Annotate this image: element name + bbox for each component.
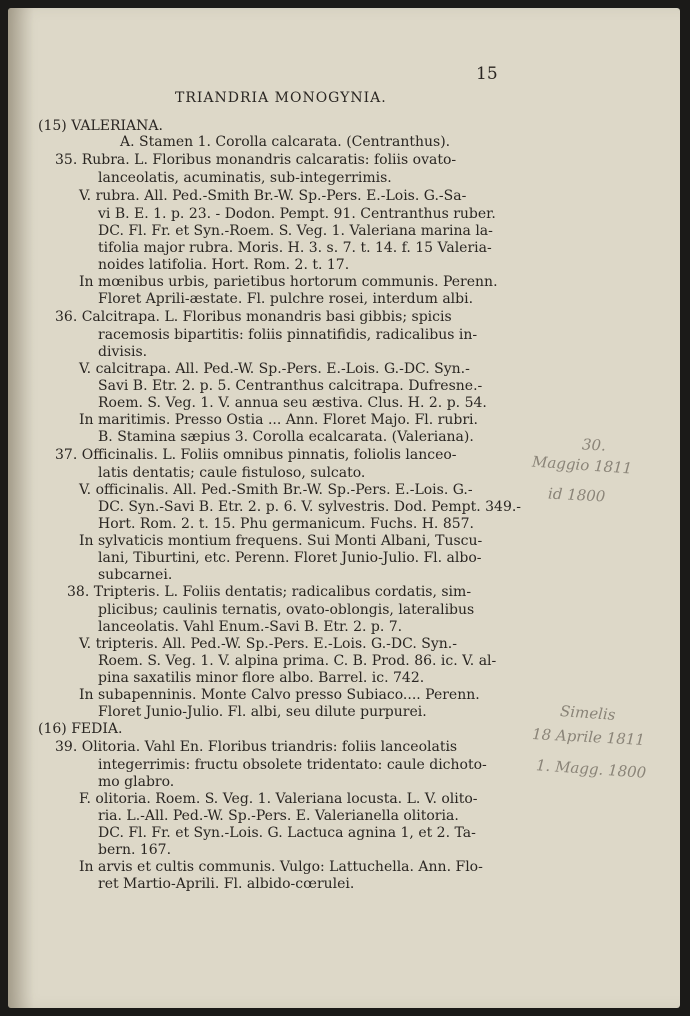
text-line: Roem. S. Veg. 1. V. annua seu æstiva. Clus. H. 2. p. 54. <box>98 395 487 411</box>
text-line: 39. Olitoria. Vahl En. Floribus triandris: foliis lanceolatis <box>55 739 458 755</box>
text-line: (16) FEDIA. <box>38 721 123 737</box>
text-line: tifolia major rubra. Moris. H. 3. s. 7. t. 14. f. 15 Valeria- <box>98 240 492 256</box>
text-line: 37. Officinalis. L. Foliis omnibus pinnatis, foliolis lanceo- <box>55 447 457 463</box>
handwritten-note: id 1800 <box>547 484 606 506</box>
text-line: ret Martio-Aprili. Fl. albido-cœrulei. <box>98 876 355 892</box>
text-line: Roem. S. Veg. 1. V. alpina prima. C. B. Prod. 86. ic. V. al- <box>98 653 497 669</box>
handwritten-note: Simelis <box>559 702 617 724</box>
text-line: V. rubra. All. Ped.-Smith Br.-W. Sp.-Pers. E.-Lois. G.-Sa- <box>79 188 467 204</box>
text-line: bern. 167. <box>98 842 172 858</box>
handwritten-note: 18 Aprile 1811 <box>531 725 646 749</box>
page-gutter-shadow <box>8 8 34 1008</box>
text-line: In mœnibus urbis, parietibus hortorum communis. Perenn. <box>79 274 498 290</box>
text-line: V. officinalis. All. Ped.-Smith Br.-W. Sp.-Pers. E.-Lois. G.- <box>79 482 473 498</box>
text-line: 38. Tripteris. L. Foliis dentatis; radicalibus cordatis, sim- <box>67 584 472 600</box>
text-line: In sylvaticis montium frequens. Sui Monti Albani, Tuscu- <box>79 533 483 549</box>
text-line: lanceolatis, acuminatis, sub-integerrimis. <box>98 170 392 186</box>
text-line: vi B. E. 1. p. 23. - Dodon. Pempt. 91. Centranthus ruber. <box>98 206 496 222</box>
text-line: lanceolatis. Vahl Enum.-Savi B. Etr. 2. p. 7. <box>98 619 403 635</box>
text-line: subcarnei. <box>98 567 173 583</box>
handwritten-note: 1. Magg. 1800 <box>535 756 647 782</box>
text-line: Floret Junio-Julio. Fl. albi, seu dilute purpurei. <box>98 704 427 720</box>
handwritten-note: 30. <box>581 435 607 455</box>
book-page <box>8 8 680 1008</box>
text-line: DC. Fl. Fr. et Syn.-Roem. S. Veg. 1. Valeriana marina la- <box>98 223 493 239</box>
handwritten-note: Maggio 1811 <box>531 452 633 478</box>
text-line: racemosis bipartitis: foliis pinnatifidis, radicalibus in- <box>98 327 478 343</box>
text-line: mo glabro. <box>98 774 175 790</box>
text-line: F. olitoria. Roem. S. Veg. 1. Valeriana locusta. L. V. olito- <box>79 791 478 807</box>
text-line: ria. L.-All. Ped.-W. Sp.-Pers. E. Valerianella olitoria. <box>98 808 459 824</box>
text-line: 35. Rubra. L. Floribus monandris calcaratis: foliis ovato- <box>55 152 457 168</box>
text-line: divisis. <box>98 344 148 360</box>
running-header: TRIANDRIA MONOGYNIA. <box>175 90 387 106</box>
text-line: latis dentatis; caule fistuloso, sulcato. <box>98 465 366 481</box>
text-line: V. calcitrapa. All. Ped.-W. Sp.-Pers. E.-Lois. G.-DC. Syn.- <box>79 361 470 377</box>
text-line: A. Stamen 1. Corolla calcarata. (Centranthus). <box>120 134 451 150</box>
text-line: DC. Syn.-Savi B. Etr. 2. p. 6. V. sylvestris. Dod. Pempt. 349.- <box>98 499 522 515</box>
text-line: V. tripteris. All. Ped.-W. Sp.-Pers. E.-Lois. G.-DC. Syn.- <box>79 636 457 652</box>
text-line: lani, Tiburtini, etc. Perenn. Floret Junio-Julio. Fl. albo- <box>98 550 482 566</box>
page-number: 15 <box>476 64 498 84</box>
text-line: Savi B. Etr. 2. p. 5. Centranthus calcitrapa. Dufresne.- <box>98 378 483 394</box>
text-line: plicibus; caulinis ternatis, ovato-oblongis, lateralibus <box>98 602 475 618</box>
text-line: integerrimis: fructu obsolete tridentato: caule dichoto- <box>98 757 487 773</box>
text-line: 36. Calcitrapa. L. Floribus monandris basi gibbis; spicis <box>55 309 452 325</box>
text-line: noides latifolia. Hort. Rom. 2. t. 17. <box>98 257 350 273</box>
text-line: B. Stamina sæpius 3. Corolla ecalcarata. (Valeriana). <box>98 429 474 445</box>
text-line: In maritimis. Presso Ostia ... Ann. Floret Majo. Fl. rubri. <box>79 412 478 428</box>
text-line: pina saxatilis minor flore albo. Barrel. ic. 742. <box>98 670 425 686</box>
text-line: In arvis et cultis communis. Vulgo: Lattuchella. Ann. Flo- <box>79 859 483 875</box>
text-line: (15) VALERIANA. <box>38 118 163 134</box>
text-line: DC. Fl. Fr. et Syn.-Lois. G. Lactuca agnina 1, et 2. Ta- <box>98 825 476 841</box>
text-line: In subapenninis. Monte Calvo presso Subiaco.... Perenn. <box>79 687 480 703</box>
text-line: Floret Aprili-æstate. Fl. pulchre rosei, interdum albi. <box>98 291 474 307</box>
text-line: Hort. Rom. 2. t. 15. Phu germanicum. Fuchs. H. 857. <box>98 516 474 532</box>
